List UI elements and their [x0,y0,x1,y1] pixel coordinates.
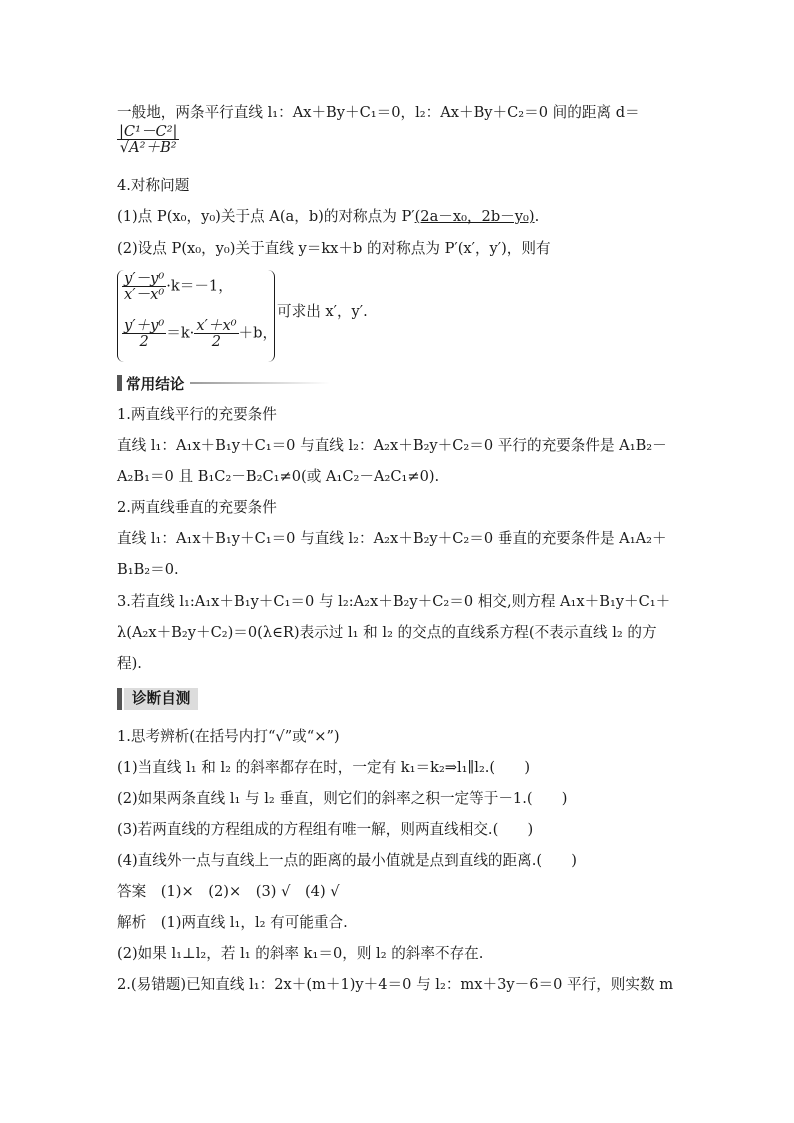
section-tag-common [117,373,330,393]
text-line: (4)直线外一点与直线上一点的距离的最小值就是点到直线的距离.( ) [117,852,577,869]
text-line: 直线 l₁：A₁x＋B₁y＋C₁＝0 与直线 l₂：A₂x＋B₂y＋C₂＝0 平行的充要条件是 A₁B₂－ [117,437,667,454]
fraction-numerator: y′＋y⁰ [124,317,165,334]
text-segment: (1)点 P(x₀，y₀)关于点 A(a，b)的对称点为 P′ [117,208,415,225]
fraction [194,318,238,349]
section-tag-diagnostic [117,687,198,711]
tag-label: 诊断自测 [124,688,198,710]
tag-label: 常用结论 [126,375,185,393]
text-line [117,207,539,227]
system-eq-2 [122,318,277,349]
text-segment: . [534,208,540,225]
fraction-denominator: 2 [211,333,222,350]
fraction-numerator: x′＋x⁰ [196,317,237,334]
text-line: 1.两直线平行的充要条件 [117,406,277,423]
text-line: 一般地，两条平行直线 l₁：Ax＋By＋C₁＝0，l₂：Ax＋By＋C₂＝0 间的距离 d＝ [117,104,640,121]
explanation-line: 解析 (1)两直线 l₁，l₂ 有可能重合. [117,914,348,931]
fraction-denominator: x′－x⁰ [124,286,165,303]
text-line: 2.两直线垂直的充要条件 [117,499,277,516]
text-line: 3.若直线 l₁:A₁x＋B₁y＋C₁＝0 与 l₂:A₂x＋B₂y＋C₂＝0 相交,则方程 A₁x＋B₁y＋C₁＋ [117,593,671,610]
section-heading: 4.对称问题 [117,177,190,194]
fraction [122,318,166,349]
tag-rule [190,382,330,384]
tag-bar [117,375,122,391]
text-line: (2)如果 l₁⊥l₂，若 l₁ 的斜率 k₁＝0，则 l₂ 的斜率不存在. [117,945,484,962]
fraction-denominator: 2 [139,333,149,350]
text-line: A₂B₁＝0 且 B₁C₂－B₂C₁≠0(或 A₁C₂－A₂C₁≠0). [117,468,440,485]
fraction-denominator: √A²＋B² [119,139,177,156]
text-segment: ＋b， [238,324,278,342]
fraction [117,124,179,155]
text-line: (2)如果两条直线 l₁ 与 l₂ 垂直，则它们的斜率之积一定等于－1.( ) [117,790,568,807]
text-line: (1)当直线 l₁ 和 l₂ 的斜率都存在时，一定有 k₁＝k₂⇒l₁∥l₂.( ) [117,759,531,776]
text-line: 程). [117,655,142,672]
text-line: 可求出 x′，y′. [277,303,368,320]
distance-formula [117,124,179,155]
text-line: (2)设点 P(x₀，y₀)关于直线 y＝kx＋b 的对称点为 P′(x′，y′)，则有 [117,240,551,257]
fraction-numerator: |C¹－C²| [119,123,178,140]
text-line: B₁B₂＝0. [117,561,179,578]
system-eq-1 [122,271,233,302]
text-segment: ＝k· [166,324,195,342]
tag-bar [117,688,122,710]
text-line: (3)若两直线的方程组成的方程组有唯一解，则两直线相交.( ) [117,821,534,838]
text-line: 直线 l₁：A₁x＋B₁y＋C₁＝0 与直线 l₂：A₂x＋B₂y＋C₂＝0 垂直的充要条件是 A₁A₂＋ [117,530,667,547]
text-line: 2.(易错题)已知直线 l₁：2x＋(m＋1)y＋4＝0 与 l₂：mx＋3y－6＝0 平行，则实数 m [117,976,674,993]
text-line: λ(A₂x＋B₂y＋C₂)＝0(λ∈R)表示过 l₁ 和 l₂ 的交点的直线系方程(不表示直线 l₂ 的方 [117,624,657,641]
text-segment: ·k＝－1， [166,277,233,295]
text-line: 1.思考辨析(在括号内打“√”或“×”) [117,728,340,745]
answer-line: 答案 (1)× (2)× (3) √ (4) √ [117,883,340,900]
fraction [122,271,166,302]
fraction-numerator: y′－y⁰ [124,270,165,287]
underlined-answer: (2a－x₀，2b－y₀) [414,208,535,225]
